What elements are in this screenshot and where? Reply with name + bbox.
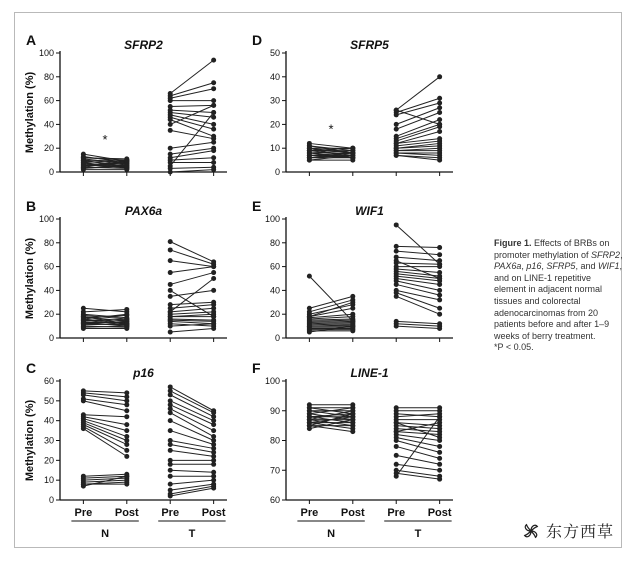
- panel-f-t-post-point: [437, 420, 442, 425]
- panel-c-t-post-point: [211, 486, 216, 491]
- panel-e-t-post-point: [437, 276, 442, 281]
- panel-e-n-pre-point: [307, 274, 312, 279]
- panel-c-t-series-line: [170, 470, 213, 472]
- panel-c-n-series-line: [83, 391, 126, 393]
- panel-c-t-post-point: [211, 428, 216, 433]
- panel-b-t-series-line: [170, 273, 213, 285]
- panel-f-t-post-point: [437, 477, 442, 482]
- panel-c-t-pre-point: [168, 462, 173, 467]
- panel-b-t-post-point: [211, 288, 216, 293]
- panel-e-t-pre-point: [394, 324, 399, 329]
- panel-a-n-series-line: [83, 158, 126, 159]
- panel-a-t-post-point: [211, 160, 216, 165]
- panel-b-t-series-line: [170, 267, 213, 273]
- panel-c-y-tick-label: 40: [43, 415, 54, 426]
- panel-d-y-tick-label: 40: [269, 71, 280, 82]
- panel-c-t-series-line: [170, 480, 213, 484]
- panel-a-y-tick-label: 40: [43, 119, 54, 130]
- panel-c-t-pre-point: [168, 482, 173, 487]
- panel-f-t-post-point: [437, 435, 442, 440]
- panel-f-t-series-line: [396, 473, 439, 479]
- panel-a-significance-marker: *: [102, 132, 108, 148]
- caption-segment: WIF1: [597, 261, 620, 272]
- panel-e-t-post-point: [437, 252, 442, 257]
- panel-b-t-post-point: [211, 314, 216, 319]
- panel-b-n-pre-point: [81, 314, 86, 319]
- panel-c-t-pre-point: [168, 474, 173, 479]
- panel-d-t-post-point: [437, 158, 442, 163]
- panel-b-y-tick-label: 40: [43, 285, 54, 296]
- panel-c-group-label: N: [101, 528, 110, 540]
- panel-c-n-post-point: [124, 422, 129, 427]
- panel-f-n-post-point: [350, 429, 355, 434]
- panel-f-timepoint-label: Post: [340, 507, 365, 519]
- panel-f-t-pre-point: [394, 453, 399, 458]
- panel-b-t-pre-point: [168, 282, 173, 287]
- panel-c-n-series-line: [83, 423, 126, 441]
- panel-c-t-series-line: [170, 401, 213, 421]
- panel-b-t-series-line: [170, 308, 213, 312]
- panel-e-t-series-line: [396, 321, 439, 323]
- panel-d-n-post-point: [350, 155, 355, 160]
- panel-f-y-tick-label: 90: [269, 405, 280, 416]
- panel-b-title: PAX6a: [124, 204, 163, 218]
- panel-e-y-tick-label: 0: [274, 333, 280, 343]
- panel-b-y-tick-label: 100: [38, 214, 54, 224]
- panel-c-timepoint-label: Post: [201, 507, 226, 519]
- panel-f-t-post-point: [437, 462, 442, 467]
- panel-f-y-tick-label: 60: [269, 495, 280, 505]
- panel-e-t-series-line: [396, 246, 439, 247]
- panel-c-t-series-line: [170, 395, 213, 417]
- panel-b-t-pre-point: [168, 330, 173, 335]
- panel-a-n-post-point: [124, 158, 129, 163]
- panel-c-n-post-point: [124, 428, 129, 433]
- panel-e-t-post-point: [437, 312, 442, 317]
- panel-c-n-pre-point: [81, 484, 86, 489]
- panel-b-y-tick-label: 80: [43, 237, 54, 248]
- panel-d-y-tick-label: 20: [269, 119, 280, 130]
- panel-c-t-pre-point: [168, 442, 173, 447]
- panel-f-t-pre-point: [394, 444, 399, 449]
- panel-b-t-post-point: [211, 276, 216, 281]
- panel-b-t-pre-point: [168, 294, 173, 299]
- panel-d-t-post-point: [437, 122, 442, 127]
- panel-f-n-post-point: [350, 411, 355, 416]
- panel-d-t-post-point: [437, 117, 442, 122]
- panel-c-t-series-line: [170, 387, 213, 411]
- panel-f-t-pre-point: [394, 420, 399, 425]
- panel-c-n-post-point: [124, 474, 129, 479]
- panel-d-letter: D: [252, 32, 263, 48]
- panel-c-t-series-line: [170, 405, 213, 425]
- panel-a-y-label: Methylation (%): [24, 71, 36, 154]
- panel-a-t-post-point: [211, 127, 216, 132]
- caption-footnote: *P < 0.05.: [494, 342, 534, 353]
- panel-c-y-tick-label: 10: [43, 475, 54, 486]
- panel-e-t-series-line: [396, 296, 439, 314]
- panel-d-t-post-point: [437, 105, 442, 110]
- panel-c-t-pre-point: [168, 448, 173, 453]
- panel-b-t-post-point: [211, 326, 216, 331]
- panel-c-n-post-point: [124, 442, 129, 447]
- panel-a-t-series-line: [170, 120, 213, 137]
- panel-e-t-post-point: [437, 293, 442, 298]
- panel-a-t-post-point: [211, 122, 216, 127]
- caption-segment: PAX6a: [494, 261, 522, 272]
- panel-d-y-tick-label: 50: [269, 48, 280, 58]
- panel-c-t-pre-point: [168, 410, 173, 415]
- panel-c-n-post-point: [124, 408, 129, 413]
- panel-c-n-series-line: [83, 415, 126, 417]
- panel-e-t-series-line: [396, 324, 439, 326]
- panel-a-n-pre-point: [81, 155, 86, 160]
- panel-f-title: LINE-1: [350, 366, 389, 380]
- panel-a-y-tick-label: 60: [43, 95, 54, 106]
- panel-b-t-post-point: [211, 264, 216, 269]
- panel-f-n-post-point: [350, 423, 355, 428]
- caption-segment: , and on LINE-1 repetitive element in adjacent normal tissues and colorectal adenocarcinomas from 20 patients before and after 1–9 weeks of berry treatment.: [494, 261, 622, 341]
- panel-a-t-pre-point: [168, 170, 173, 175]
- panel-e-t-post-point: [437, 282, 442, 287]
- panel-b-t-series-line: [170, 261, 213, 267]
- panel-f-t-series-line: [396, 470, 439, 476]
- panel-a-t-series-line: [170, 60, 213, 93]
- panel-a-y-tick-label: 0: [48, 167, 54, 177]
- panel-f-group-label: T: [414, 528, 422, 540]
- panel-f-n-post-point: [350, 417, 355, 422]
- panel-a-t-post-point: [211, 148, 216, 153]
- panel-c-n-post-point: [124, 454, 129, 459]
- watermark-text: 东方西草: [546, 524, 615, 541]
- panel-c-timepoint-label: Pre: [74, 507, 93, 519]
- panel-a-t-pre-point: [168, 122, 173, 127]
- panel-c-n-series-line: [83, 427, 126, 451]
- panel-b-n-post-point: [124, 312, 129, 317]
- panel-e-n-pre-point: [307, 314, 312, 319]
- panel-e-t-series-line: [396, 251, 439, 255]
- panel-c-n-post-point: [124, 414, 129, 419]
- panel-b-t-pre-point: [168, 288, 173, 293]
- panel-a-t-pre-point: [168, 98, 173, 103]
- panel-d-t-pre-point: [394, 112, 399, 117]
- panel-a-t-post-point: [211, 98, 216, 103]
- panel-e-t-post-point: [437, 326, 442, 331]
- panel-f-y-tick-label: 80: [269, 435, 280, 446]
- panel-f-t-post-point: [437, 450, 442, 455]
- panel-e-t-series-line: [396, 279, 439, 285]
- panel-a-n-pre-point: [81, 166, 86, 171]
- panel-b-t-post-point: [211, 270, 216, 275]
- panel-a-t-series-line: [170, 167, 213, 168]
- panel-d-title: SFRP5: [350, 38, 389, 52]
- panel-a-letter: A: [26, 32, 37, 48]
- panel-f-timepoint-label: Pre: [387, 507, 406, 519]
- panel-b-n-post-point: [124, 326, 129, 331]
- panel-b-n-post-point: [124, 321, 129, 326]
- panel-c-t-pre-point: [168, 494, 173, 499]
- panel-d-t-post-point: [437, 74, 442, 79]
- panel-c-y-tick-label: 60: [43, 376, 54, 386]
- panel-e-t-pre-point: [394, 258, 399, 263]
- panel-c-y-tick-label: 30: [43, 435, 54, 446]
- figure-caption: [494, 238, 624, 354]
- panel-c-t-post-point: [211, 462, 216, 467]
- panel-e-t-post-point: [437, 288, 442, 293]
- panel-c-n-pre-point: [81, 426, 86, 431]
- panel-c-title: p16: [133, 366, 154, 380]
- panel-e-n-post-point: [350, 306, 355, 311]
- caption-segment: ,: [620, 249, 623, 260]
- panel-c-t-pre-point: [168, 428, 173, 433]
- panel-d-t-post-point: [437, 110, 442, 115]
- panel-a-title: SFRP2: [124, 38, 163, 52]
- panel-a-t-series-line: [170, 142, 213, 148]
- caption-lead: Figure 1.: [494, 238, 532, 248]
- panel-e-n-post-point: [350, 324, 355, 329]
- panel-a-t-series-line: [170, 105, 213, 106]
- panel-e-y-tick-label: 20: [269, 309, 280, 320]
- panel-f-t-post-point: [437, 414, 442, 419]
- panel-f-t-pre-point: [394, 438, 399, 443]
- panel-b-t-series-line: [170, 321, 213, 323]
- panel-b-t-pre-point: [168, 258, 173, 263]
- panel-d-y-tick-label: 10: [269, 143, 280, 154]
- panel-e-y-tick-label: 80: [269, 237, 280, 248]
- panel-f-y-tick-label: 100: [264, 376, 280, 386]
- panel-e-n-post-point: [350, 328, 355, 333]
- panel-d-n-pre-point: [307, 158, 312, 163]
- panel-f-group-label: N: [327, 528, 336, 540]
- panel-e-t-series-line: [396, 326, 439, 328]
- panel-a-y-tick-label: 20: [43, 143, 54, 154]
- panel-f-y-tick-label: 70: [269, 465, 280, 476]
- panel-c-t-pre-point: [168, 468, 173, 473]
- panel-c-n-series-line: [83, 474, 126, 476]
- panel-d-y-tick-label: 30: [269, 95, 280, 106]
- panel-e-n-pre-point: [307, 330, 312, 335]
- panel-d-t-post-point: [437, 129, 442, 134]
- panel-b-y-tick-label: 20: [43, 309, 54, 320]
- panel-e-t-pre-point: [394, 249, 399, 254]
- pinwheel-logo-icon: [522, 522, 540, 540]
- panel-f-n-series-line: [309, 426, 352, 432]
- panel-d-t-pre-point: [394, 153, 399, 158]
- panel-b-y-label: Methylation (%): [24, 237, 36, 320]
- panel-c-letter: C: [26, 360, 37, 376]
- panel-d-t-post-point: [437, 96, 442, 101]
- panel-f-t-pre-point: [394, 474, 399, 479]
- panel-c-timepoint-label: Pre: [161, 507, 180, 519]
- panel-e-t-post-point: [437, 306, 442, 311]
- panel-c-t-pre-point: [168, 392, 173, 397]
- panel-a-t-post-point: [211, 155, 216, 160]
- caption-segment: Effects of BRBs on promoter methylation of: [494, 238, 610, 260]
- panel-c-timepoint-label: Post: [114, 507, 139, 519]
- panel-e-t-series-line: [396, 225, 439, 264]
- panel-e-t-series-line: [396, 276, 439, 281]
- panel-e-title: WIF1: [355, 204, 384, 218]
- panel-d-y-tick-label: 0: [274, 167, 280, 177]
- panel-d-n-post-point: [350, 150, 355, 155]
- panel-d-significance-marker: *: [328, 121, 334, 137]
- panel-f-timepoint-label: Pre: [300, 507, 319, 519]
- panel-c-group-label: T: [188, 528, 196, 540]
- panel-e-t-pre-point: [394, 244, 399, 249]
- panel-d-t-post-point: [437, 100, 442, 105]
- panel-a-t-post-point: [211, 110, 216, 115]
- panel-b-y-tick-label: 0: [48, 333, 54, 343]
- panel-a-t-post-point: [211, 140, 216, 145]
- panel-e-t-post-point: [437, 297, 442, 302]
- panel-c-t-series-line: [170, 391, 213, 413]
- panel-b-t-pre-point: [168, 324, 173, 329]
- panel-c-t-series-line: [170, 409, 213, 431]
- panel-a-y-tick-label: 80: [43, 71, 54, 82]
- panel-e-t-pre-point: [394, 294, 399, 299]
- panel-b-t-pre-point: [168, 270, 173, 275]
- panel-b-letter: B: [26, 198, 37, 214]
- panel-b-t-pre-point: [168, 309, 173, 314]
- panel-c-y-tick-label: 20: [43, 455, 54, 466]
- panel-b-t-pre-point: [168, 239, 173, 244]
- panel-a-y-tick-label: 100: [38, 48, 54, 58]
- panel-f-t-series-line: [396, 432, 439, 435]
- panel-a-t-post-point: [211, 80, 216, 85]
- panel-c-n-series-line: [83, 429, 126, 457]
- panel-f-t-post-point: [437, 456, 442, 461]
- panel-f-t-post-point: [437, 444, 442, 449]
- panel-a-t-post-point: [211, 115, 216, 120]
- panel-b-n-post-point: [124, 307, 129, 312]
- caption-segment: p16: [526, 261, 542, 272]
- panel-e-t-pre-point: [394, 222, 399, 227]
- panel-a-t-post-point: [211, 86, 216, 91]
- panel-e-y-tick-label: 100: [264, 214, 280, 224]
- panel-f-t-pre-point: [394, 462, 399, 467]
- panel-c-n-pre-point: [81, 398, 86, 403]
- panel-a-t-series-line: [170, 105, 213, 124]
- panel-b-t-post-point: [211, 321, 216, 326]
- panel-e-y-tick-label: 40: [269, 285, 280, 296]
- panel-e-t-post-point: [437, 245, 442, 250]
- panel-f-timepoint-label: Post: [427, 507, 452, 519]
- panel-c-t-series-line: [170, 441, 213, 449]
- panel-f-t-pre-point: [394, 429, 399, 434]
- watermark: [522, 519, 614, 542]
- panel-b-t-pre-point: [168, 247, 173, 252]
- panel-f-letter: F: [252, 360, 261, 376]
- caption-segment: ,: [541, 261, 547, 272]
- panel-e-y-tick-label: 60: [269, 261, 280, 272]
- panel-e-t-pre-point: [394, 282, 399, 287]
- panel-a-t-post-point: [211, 103, 216, 108]
- panel-a-t-post-point: [211, 167, 216, 172]
- caption-segment: ,: [521, 261, 527, 272]
- panel-a-t-post-point: [211, 58, 216, 63]
- panel-a-t-pre-point: [168, 128, 173, 133]
- panel-c-t-post-point: [211, 422, 216, 427]
- panel-c-y-label: Methylation (%): [24, 399, 36, 482]
- panel-c-t-pre-point: [168, 418, 173, 423]
- panel-a-n-post-point: [124, 164, 129, 169]
- panel-d-t-pre-point: [394, 108, 399, 113]
- panel-f-t-post-point: [437, 468, 442, 473]
- panel-d-n-pre-point: [307, 146, 312, 151]
- panel-c-n-post-point: [124, 448, 129, 453]
- panel-c-n-post-point: [124, 402, 129, 407]
- panel-a-t-pre-point: [168, 117, 173, 122]
- panel-c-y-tick-label: 0: [48, 495, 54, 505]
- caption-segment: SFRP2: [591, 249, 621, 260]
- panel-a-t-pre-point: [168, 146, 173, 151]
- panel-e-t-post-point: [437, 264, 442, 269]
- panel-e-n-post-point: [350, 300, 355, 305]
- panel-c-y-tick-label: 50: [43, 395, 54, 406]
- caption-segment: , and: [575, 261, 598, 272]
- panel-c-n-series-line: [83, 478, 126, 480]
- panel-a-t-series-line: [170, 110, 213, 112]
- caption-segment: SFRP5: [546, 261, 576, 272]
- panel-f-n-pre-point: [307, 426, 312, 431]
- panel-d-n-series-line: [309, 143, 352, 148]
- panel-c-n-post-point: [124, 482, 129, 487]
- panel-b-n-pre-point: [81, 326, 86, 331]
- panel-e-letter: E: [252, 198, 262, 214]
- panel-b-y-tick-label: 60: [43, 261, 54, 272]
- panel-d-t-pre-point: [394, 122, 399, 127]
- panel-b-t-series-line: [170, 328, 213, 332]
- panel-d-n-post-point: [350, 146, 355, 151]
- panel-d-t-pre-point: [394, 127, 399, 132]
- panel-a-t-series-line: [170, 130, 213, 138]
